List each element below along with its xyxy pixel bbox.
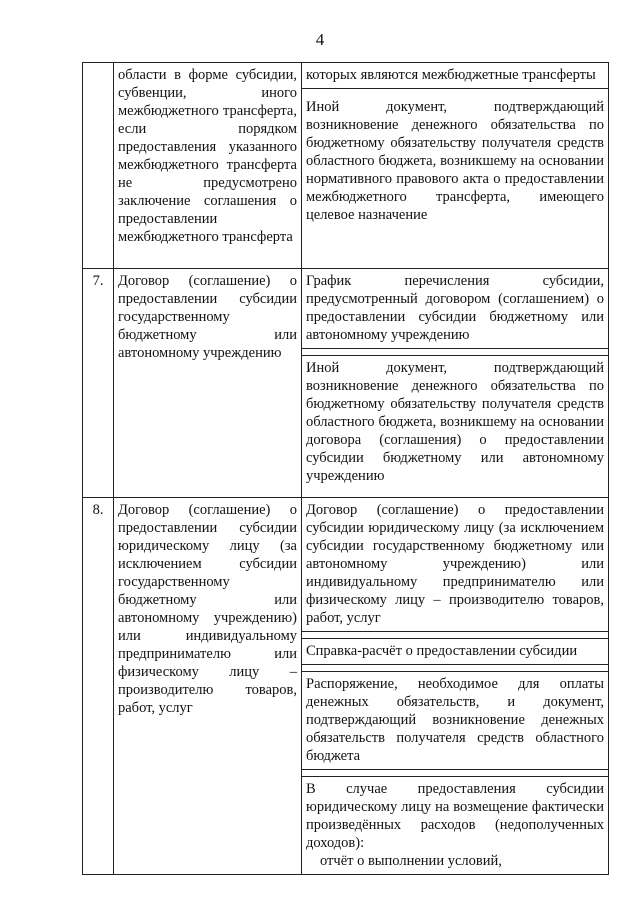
document-entry: которых являются межбюджетные трансферты <box>302 63 608 89</box>
basis-cell: Договор (соглашение) о предоставлении субсидии государственному бюджетному или автономному учреждению <box>114 269 302 498</box>
documents-table <box>82 62 609 875</box>
basis-cell: Договор (соглашение) о предоставлении субсидии юридическому лицу (за исключением субсидии государственному бюджетному или автономному учреждению) или индивидуальному предпринимателю или физическому лицу – производителю товаров, работ, услуг <box>114 498 302 875</box>
table-row <box>83 63 609 269</box>
table-row <box>83 498 609 875</box>
row-number <box>83 63 114 269</box>
document-entry: Распоряжение, необходимое для оплаты денежных обязательств, и документ, подтверждающий возникновение денежных обязательств получателя средств областного бюджета <box>302 671 608 770</box>
documents-cell <box>302 498 609 875</box>
document-entry-item: отчёт о выполнении условий, <box>320 853 502 869</box>
document-entry <box>302 776 608 874</box>
document-entry: Договор (соглашение) о предоставлении субсидии юридическому лицу (за исключением субсидии государственному бюджетному или автономному учреждению) или индивидуальному предпринимателю или физическому лицу – производителю товаров, работ, услуг <box>302 498 608 632</box>
documents-cell <box>302 269 609 498</box>
document-entry: Справка-расчёт о предоставлении субсидии <box>302 638 608 665</box>
page-number: 4 <box>315 30 325 49</box>
row-number: 8. <box>83 498 114 875</box>
row-number: 7. <box>83 269 114 498</box>
basis-cell: области в форме субсидии, субвенции, иного межбюджетного трансферта, если порядком предоставления указанного межбюджетного трансферта не предусмотрено заключение соглашения о предоставлении межбюджетного трансферта <box>114 63 302 269</box>
document-entry: Иной документ, подтверждающий возникновение денежного обязательства по бюджетному обязательству получателя средств областного бюджета, возникшему на основании нормативного правового акта о предоставлении межбюджетного трансферта, имеющего целевое назначение <box>306 99 604 223</box>
document-entry: Иной документ, подтверждающий возникновение денежного обязательства по бюджетному обязательству получателя средств областного бюджета, возникшему на основании договора (соглашения) о предоставлении субсидии бюджетному или автономному учреждению <box>302 355 608 489</box>
table-row <box>83 269 609 498</box>
document-entry: График перечисления субсидии, предусмотренный договором (соглашением) о предоставлении субсидии бюджетному или автономному учреждению <box>302 269 608 349</box>
documents-cell <box>302 63 609 269</box>
document-entry-intro: В случае предоставления субсидии юридическому лицу на возмещение фактически произведённых расходов (недополученных доходов): <box>306 781 604 851</box>
